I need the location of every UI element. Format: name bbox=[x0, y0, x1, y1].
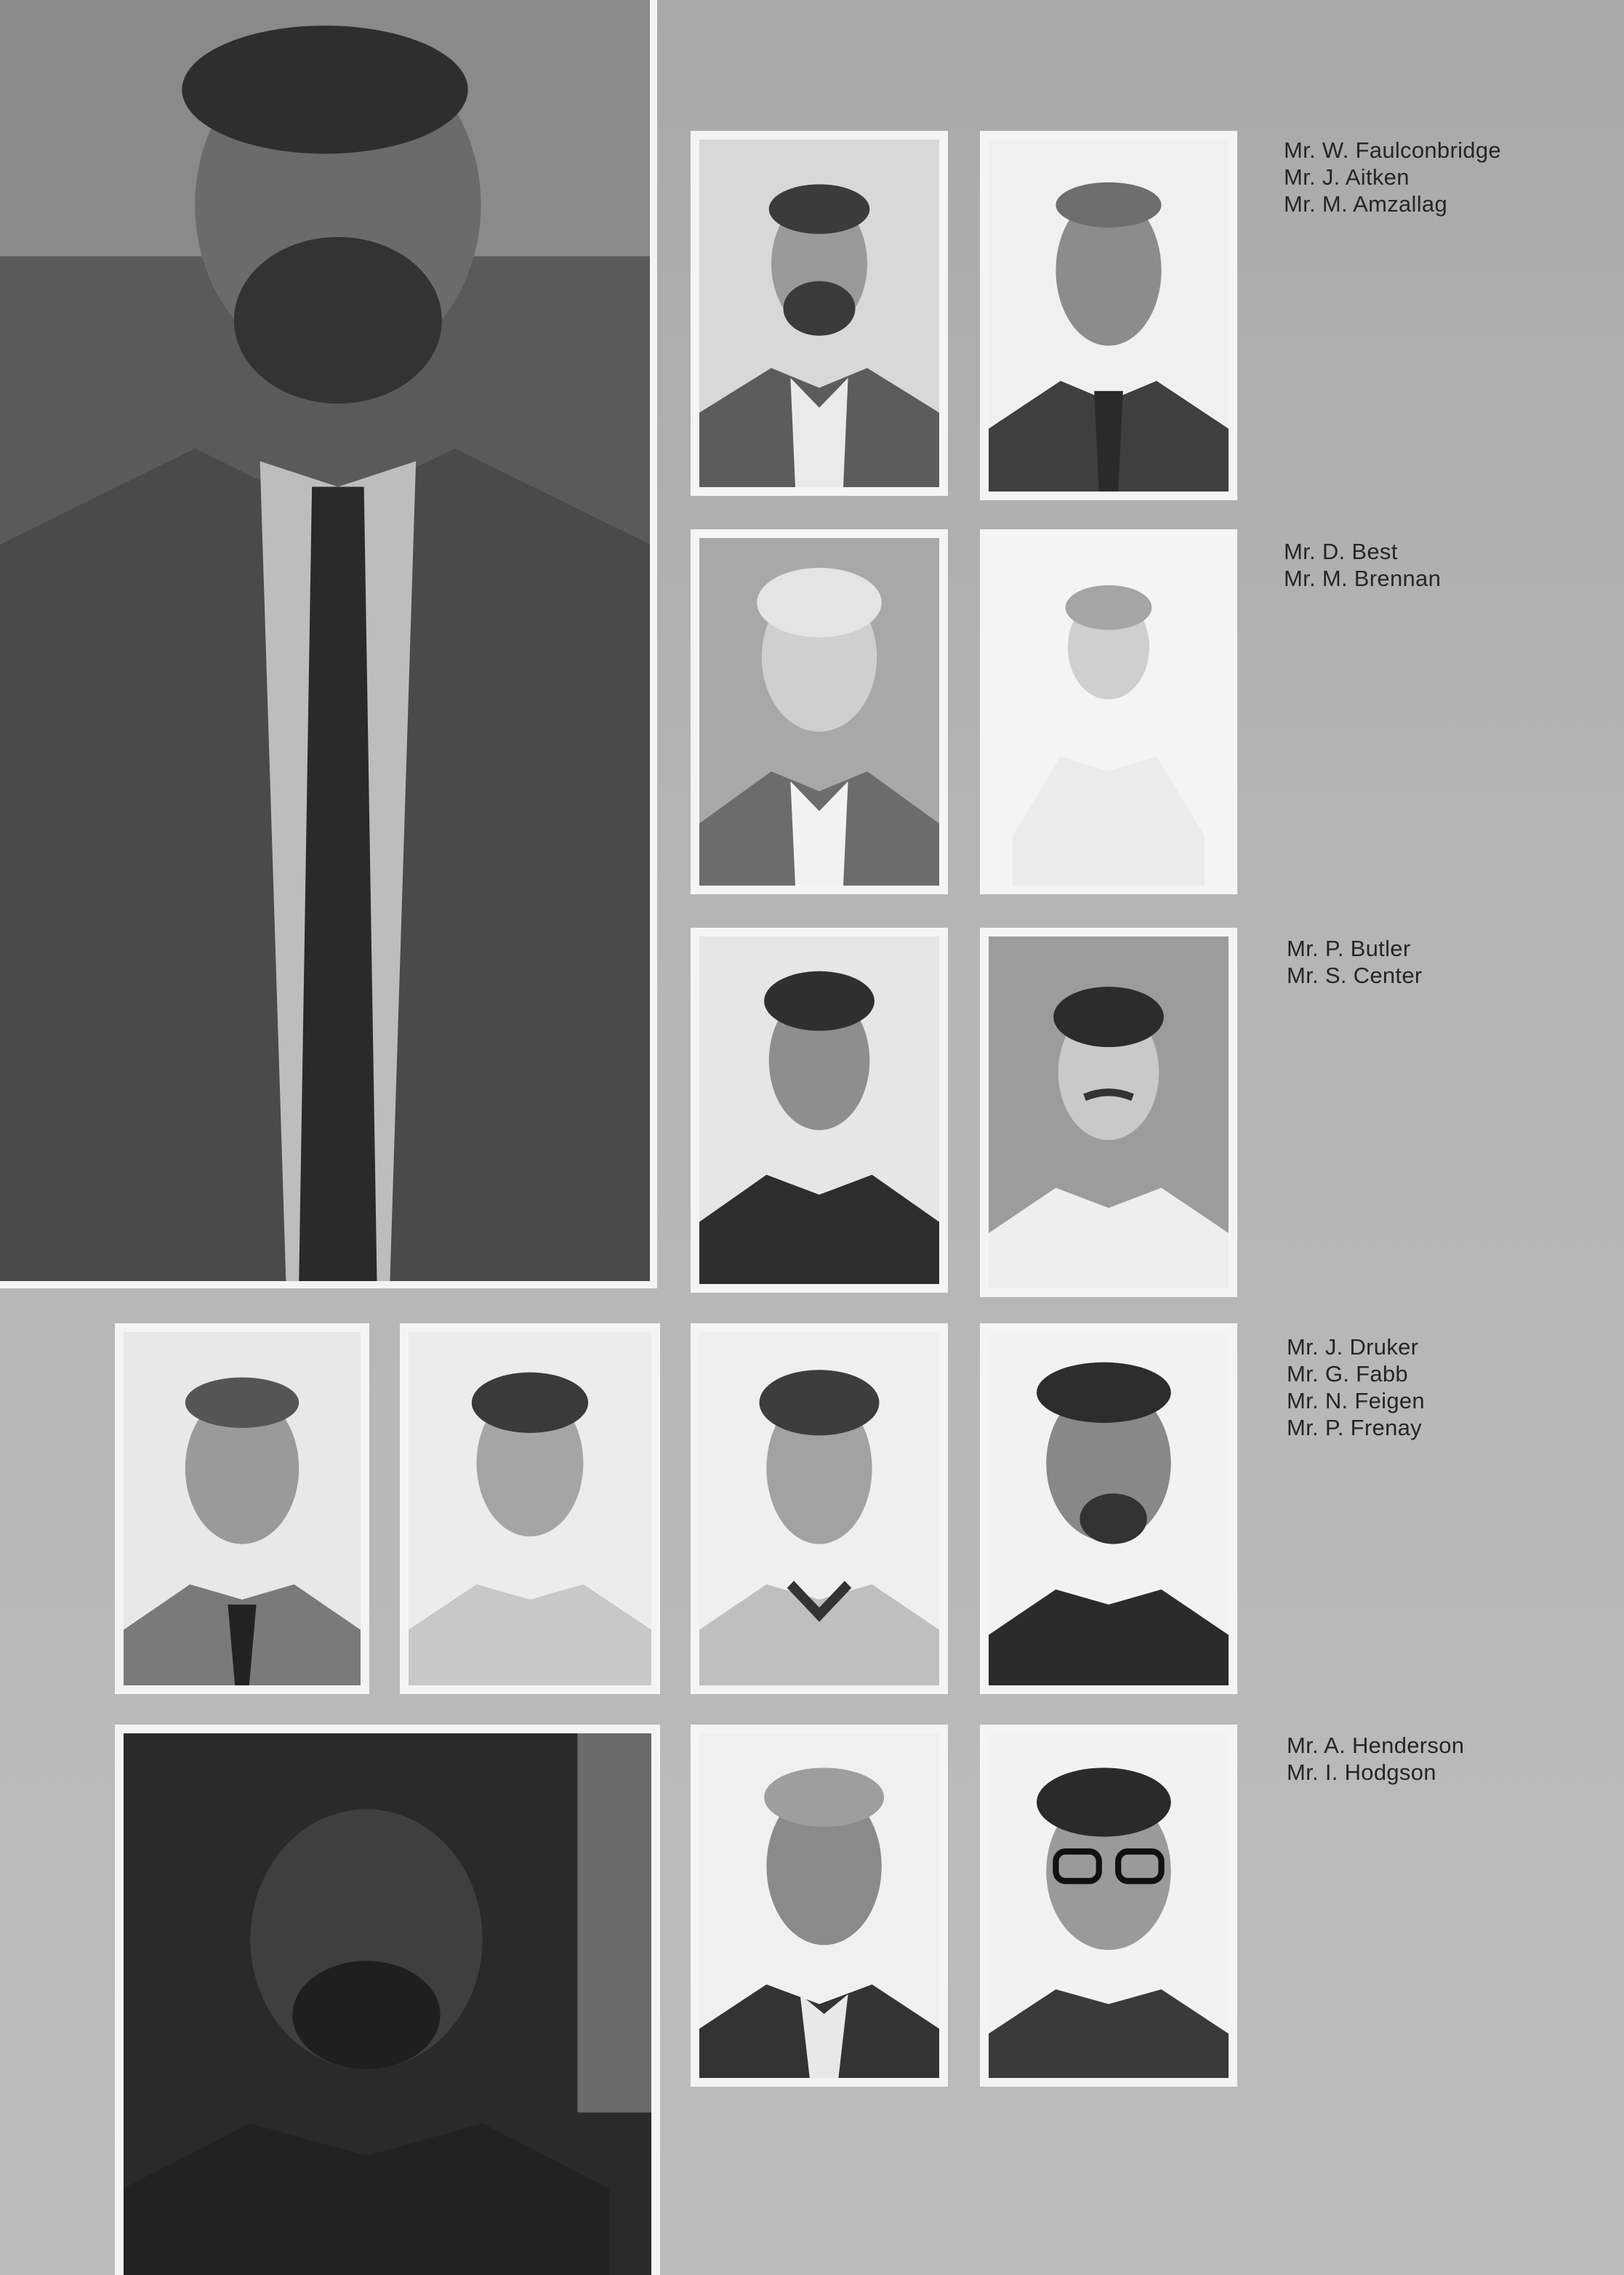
portrait-best bbox=[691, 529, 948, 894]
name-label: Mr. W. Faulconbridge bbox=[1284, 137, 1501, 163]
name-label: Mr. I. Hodgson bbox=[1287, 1760, 1436, 1785]
portrait-fabb bbox=[400, 1323, 660, 1694]
portrait-druker bbox=[115, 1323, 369, 1694]
name-label: Mr. P. Butler bbox=[1287, 936, 1411, 961]
name-label: Mr. G. Fabb bbox=[1287, 1361, 1408, 1387]
portrait-center bbox=[980, 928, 1237, 1297]
caption-group-3 bbox=[1287, 935, 1423, 989]
featured-portrait-large bbox=[0, 0, 657, 1288]
caption-group-2 bbox=[1284, 538, 1441, 592]
featured-portrait-bottom bbox=[115, 1725, 660, 2275]
name-label: Mr. J. Druker bbox=[1287, 1334, 1419, 1360]
name-label: Mr. N. Feigen bbox=[1287, 1388, 1425, 1413]
portrait-brennan bbox=[980, 529, 1237, 894]
portrait-butler bbox=[691, 928, 948, 1293]
name-label: Mr. S. Center bbox=[1287, 963, 1423, 988]
name-label: Mr. P. Frenay bbox=[1287, 1415, 1422, 1440]
caption-group-4 bbox=[1287, 1333, 1425, 1441]
portrait-frenay bbox=[980, 1323, 1237, 1694]
caption-group-1 bbox=[1284, 137, 1501, 217]
portrait-faulconbridge bbox=[691, 131, 948, 496]
name-label: Mr. A. Henderson bbox=[1287, 1733, 1465, 1758]
name-label: Mr. M. Brennan bbox=[1284, 566, 1442, 591]
portrait-henderson bbox=[691, 1725, 948, 2087]
name-label: Mr. M. Amzallag bbox=[1284, 191, 1447, 217]
name-label: Mr. D. Best bbox=[1284, 539, 1398, 564]
caption-group-5 bbox=[1287, 1732, 1464, 1786]
portrait-hodgson bbox=[980, 1725, 1237, 2087]
name-label: Mr. J. Aitken bbox=[1284, 164, 1410, 190]
portrait-feigen bbox=[691, 1323, 948, 1694]
portrait-aitken bbox=[980, 131, 1237, 500]
